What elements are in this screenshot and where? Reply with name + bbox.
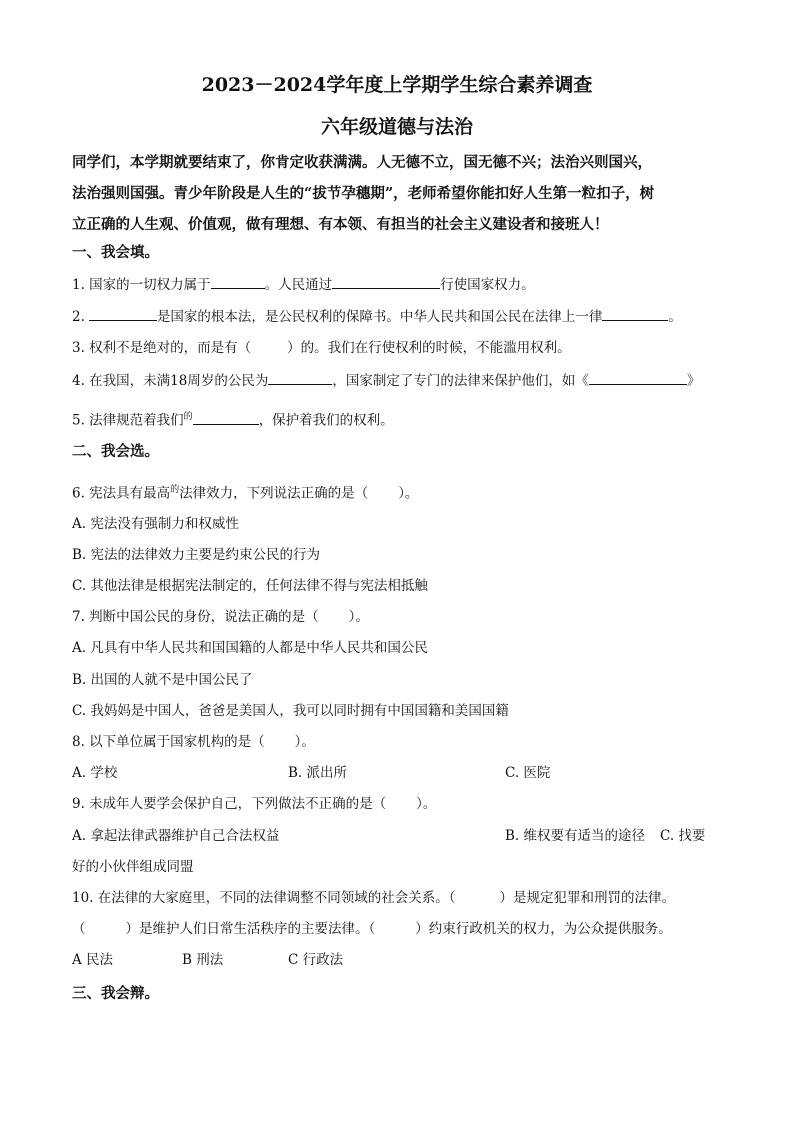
answer-blank[interactable] [602, 306, 668, 321]
page-title: 2023－2024学年度上学期学生综合素养调查 [201, 74, 593, 96]
section-heading-fill: 一、我会填。 [72, 244, 159, 261]
option-continuation: 好的小伙伴组成同盟 [72, 859, 194, 875]
question-10: 10. 在法律的大家庭里，不同的法律调整不同领域的社会关系。（ ）是规定犯罪和刑罚的法律。 [72, 890, 676, 906]
question-9: 9. 未成年人要学会保护自己，下列做法不正确的是（ ）。 [72, 796, 437, 812]
option[interactable]: A. 宪法没有强制力和权威性 [72, 516, 239, 532]
option[interactable]: B. 派出所 [288, 765, 348, 781]
intro-paragraph [72, 147, 732, 240]
option[interactable]: C. 其他法律是根据宪法制定的，任何法律不得与宪法相抵触 [72, 578, 428, 594]
option[interactable]: A. 学校 [72, 765, 118, 781]
question-6: 6. 宪法具有最高$^的$法律效力，下列说法正确的是（ ）。 [72, 485, 419, 502]
section-heading-debate: 三、我会辩。 [72, 985, 159, 1002]
intro-line: 同学们，本学期就要结束了，你肯定收获满满。人无德不立，国无德不兴；法治兴则国兴， [72, 154, 652, 171]
answer-blank[interactable] [589, 370, 687, 385]
answer-blank[interactable] [193, 410, 259, 425]
option[interactable]: A 民法 [72, 952, 114, 968]
question-7: 7. 判断中国公民的身份，说法正确的是（ ）。 [72, 609, 369, 625]
section-heading-choose: 二、我会选。 [72, 443, 159, 460]
option[interactable]: A. 凡具有中华人民共和国国籍的人都是中华人民共和国公民 [72, 640, 428, 656]
option[interactable]: C. 找要 [660, 828, 706, 844]
option[interactable]: B 刑法 [182, 952, 224, 968]
answer-blank[interactable] [211, 274, 265, 289]
intro-line: 法治强则国强。青少年阶段是人生的“拔节孕穗期”，老师希望你能扣好人生第一粒扣子，树 [72, 185, 655, 202]
option[interactable]: B. 出国的人就不是中国公民了 [72, 672, 253, 688]
question-2: 2. 是国家的根本法，是公民权利的保障书。中华人民共和国公民在法律上一律 。 [72, 306, 682, 327]
question-3: 3. 权利不是绝对的，而是有（ ）的。我们在行使权利的时候，不能滥用权利。 [72, 340, 571, 356]
answer-blank[interactable] [89, 306, 157, 321]
question-8: 8. 以下单位属于国家机构的是（ ）。 [72, 734, 315, 750]
option[interactable]: C 行政法 [288, 952, 344, 968]
question-1: 1. 国家的一切权力属于 。人民通过 行使国家权力。 [72, 274, 535, 295]
intro-line: 立正确的人生观、价值观，做有理想、有本领、有担当的社会主义建设者和接班人！ [72, 216, 609, 233]
page-subtitle: 六年级道德与法治 [320, 116, 473, 138]
option[interactable]: B. 维权要有适当的途径 [505, 828, 646, 844]
option[interactable]: C. 医院 [505, 765, 551, 781]
question-10-continued: （ ）是维护人们日常生活秩序的主要法律。（ ）约束行政机关的权力，为公众提供服务。 [72, 921, 672, 937]
answer-blank[interactable] [332, 274, 440, 289]
option[interactable]: A. 拿起法律武器维护自己合法权益 [72, 828, 280, 844]
question-5: 5. 法律规范着我们$^的$ ，保护着我们的权利。 [72, 407, 394, 431]
answer-blank[interactable] [268, 370, 332, 385]
option[interactable]: C. 我妈妈是中国人，爸爸是美国人，我可以同时拥有中国国籍和美国国籍 [72, 703, 509, 719]
question-4: 4. 在我国，未满18周岁的公民为 ，国家制定了专门的法律来保护他们，如《 》 [72, 370, 700, 391]
option[interactable]: B. 宪法的法律效力主要是约束公民的行为 [72, 547, 321, 563]
